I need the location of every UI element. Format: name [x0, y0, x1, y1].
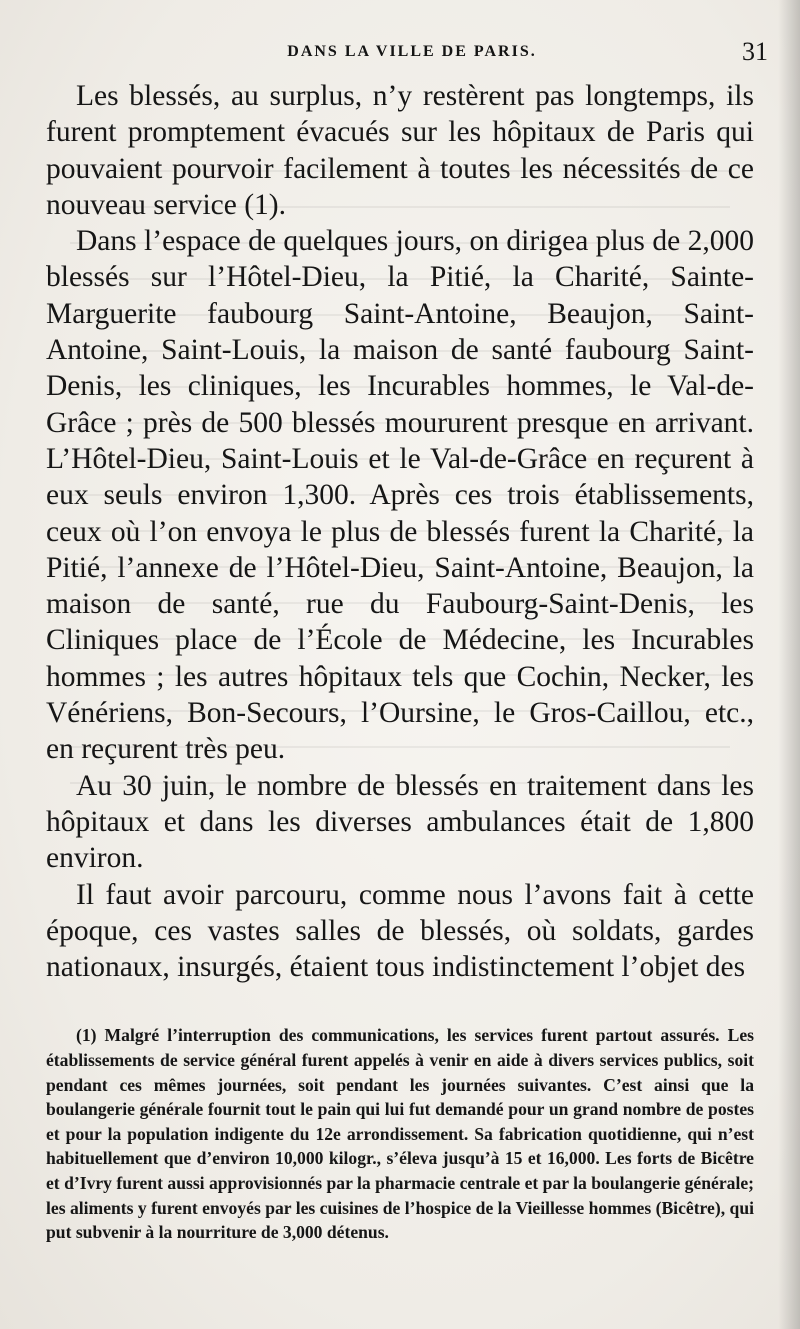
- main-text: [46, 78, 754, 1245]
- paragraph-visit: Il faut avoir parcouru, comme nous l’avons fait à cette époque, ces vastes salles de blessés, où soldats, gardes nationaux, insurgés, étaient tous indistinctement l’objet des: [46, 878, 754, 984]
- page-edge-shadow: [778, 0, 800, 1329]
- page-number: 31: [742, 37, 768, 66]
- page-header: [44, 37, 780, 70]
- paragraph-evacuation: Les blessés, au surplus, n’y restèrent pas longtemps, ils furent promptement évacués sur les hôpitaux de Paris qui pouvaient pourvoir facilement à toutes les nécessités de ce nouveau service (1).: [46, 80, 754, 221]
- paragraph-hospitals: Dans l’espace de quelques jours, on dirigea plus de 2,000 blessés sur l’Hôtel-Dieu, la Pitié, la Charité, Sainte-Marguerite faubourg Saint-Antoine, Beaujon, Saint-Antoine, Saint-Louis, la maison de santé faubourg Saint-Denis, les cliniques, les Incurables hommes, le Val-de-Grâce ; près de 500 blessés moururent presque en arrivant. L’Hôtel-Dieu, Saint-Louis et le Val-de-Grâce en reçurent à eux seuls environ 1,300. Après ces trois établissements, ceux où l’on envoya le plus de blessés furent la Charité, la Pitié, l’annexe de l’Hôtel-Dieu, Saint-Antoine, Beaujon, la maison de santé, rue du Faubourg-Saint-Denis, les Cliniques place de l’École de Médecine, les Incurables hommes ; les autres hôpitaux tels que Cochin, Necker, les Vénériens, Bon-Secours, l’Oursine, le Gros-Caillou, etc., en reçurent très peu.: [46, 225, 754, 766]
- footnote-separator: [46, 985, 754, 1023]
- paragraph-june-30: Au 30 juin, le nombre de blessés en traitement dans les hôpitaux et dans les diverses ambulances était de 1,800 environ.: [46, 769, 754, 875]
- footnote: (1) Malgré l’interruption des communications, les services furent partout assurés. Les établissements de service général furent appelés à venir en aide à divers services publics, soit pendant ces mêmes journées, soit pendant les journées suivantes. C’est ainsi que la boulangerie générale fournit tout le pain qui lui fut demandé pour un grand nombre de postes et pour la population indigente du 12e arrondissement. Sa fabrication quotidienne, qui n’est habituellement que d’environ 10,000 kilogr., s’éleva jusqu’à 15 et 16,000. Les forts de Bicêtre et d’Ivry furent aussi approvisionnés par la pharmacie centrale et par la boulangerie générale; les aliments y furent envoyés par les cuisines de l’hospice de la Vieillesse hommes (Bicêtre), qui put subvenir à la nourriture de 3,000 détenus.: [46, 1025, 754, 1243]
- running-head: DANS LA VILLE DE PARIS.: [287, 43, 537, 60]
